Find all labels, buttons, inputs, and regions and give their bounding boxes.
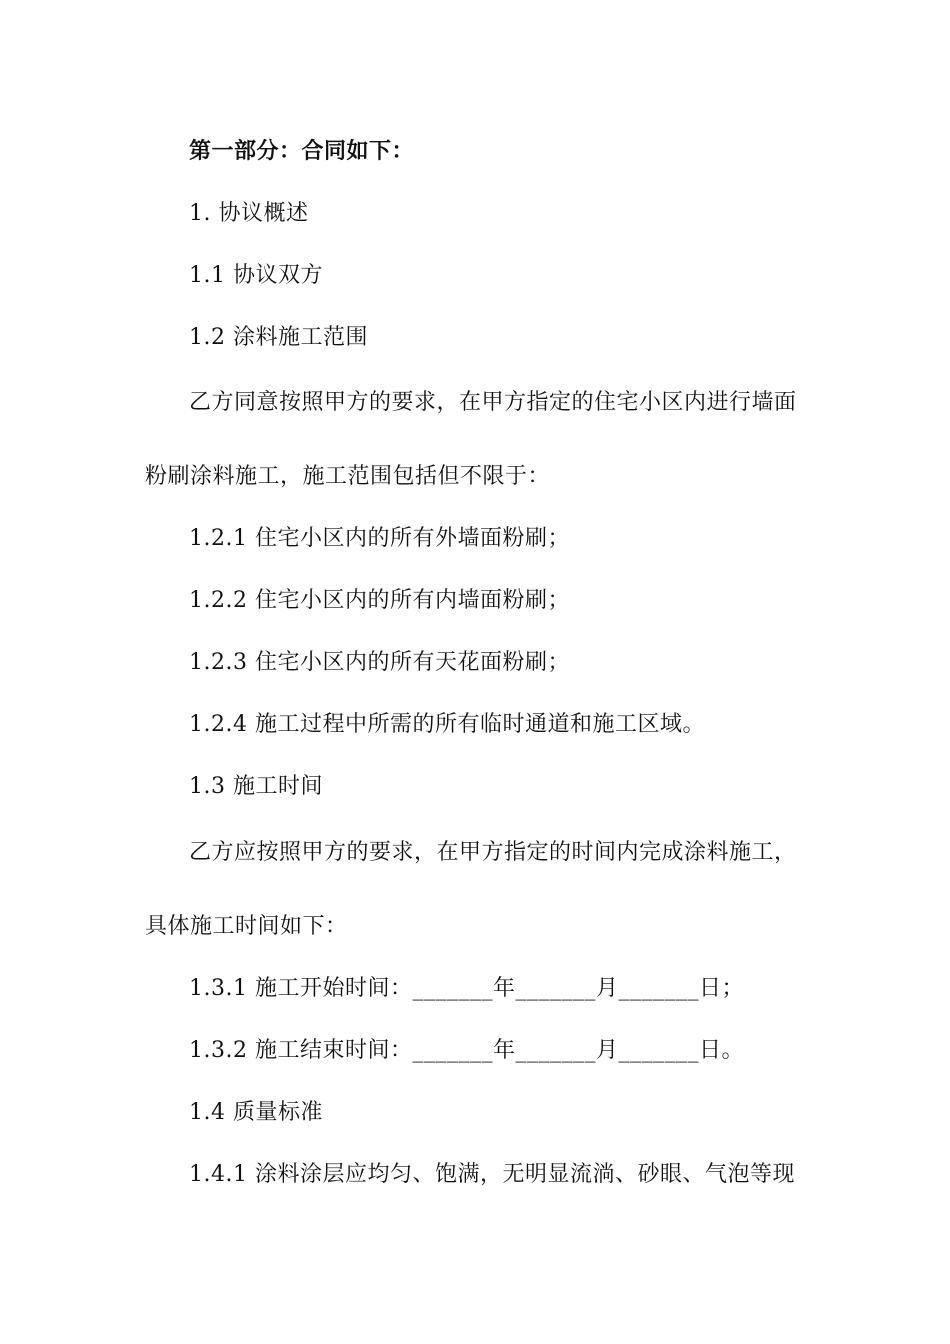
item-1-3-1: 1.3.1 施工开始时间：_______年_______月_______日；	[189, 976, 744, 1001]
item-1-3-2: 1.3.2 施工结束时间：_______年_______月_______日。	[189, 1038, 744, 1063]
section-1-3-title: 1.3 施工时间	[189, 774, 323, 799]
section-1-2-title: 1.2 涂料施工范围	[189, 325, 368, 350]
item-1-2-4: 1.2.4 施工过程中所需的所有临时通道和施工区域。	[189, 712, 705, 737]
item-1-4-1: 1.4.1 涂料涂层应均匀、饱满，无明显流淌、砂眼、气泡等现	[189, 1162, 795, 1187]
paragraph-scope-line-2: 粉刷涂料施工，施工范围包括但不限于：	[145, 464, 551, 489]
section-1-1-title: 1.1 协议双方	[189, 263, 323, 288]
paragraph-scope-line-1: 乙方同意按照甲方的要求，在甲方指定的住宅小区内进行墙面	[189, 390, 797, 415]
section-1-4-title: 1.4 质量标准	[189, 1100, 323, 1125]
section-1-title: 1. 协议概述	[189, 201, 309, 226]
item-1-2-2: 1.2.2 住宅小区内的所有内墙面粉刷；	[189, 588, 570, 613]
item-1-2-1: 1.2.1 住宅小区内的所有外墙面粉刷；	[189, 526, 570, 551]
paragraph-time-line-1: 乙方应按照甲方的要求，在甲方指定的时间内完成涂料施工，	[189, 840, 797, 865]
paragraph-time-line-2: 具体施工时间如下：	[145, 914, 348, 939]
section-heading: 第一部分：合同如下：	[189, 139, 415, 164]
item-1-2-3: 1.2.3 住宅小区内的所有天花面粉刷；	[189, 650, 570, 675]
